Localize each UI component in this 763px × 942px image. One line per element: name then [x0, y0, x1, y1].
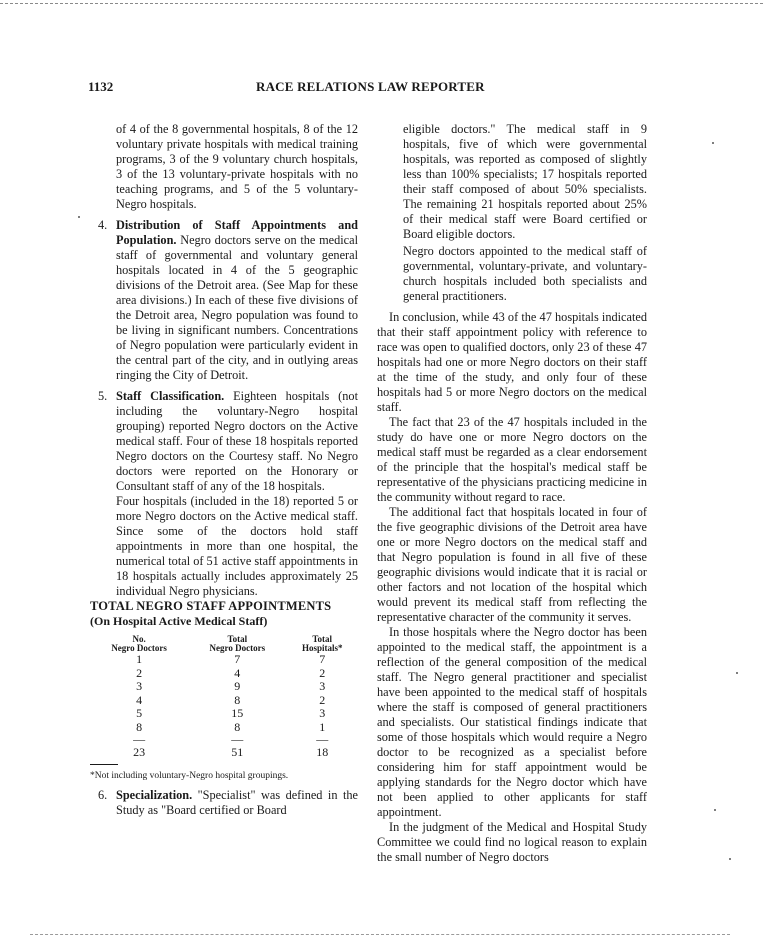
- scan-speck: [714, 809, 716, 811]
- footnote-rule: [90, 764, 118, 765]
- scan-speck: [736, 672, 738, 674]
- left-column: [90, 122, 358, 818]
- table-cell: 9: [234, 679, 241, 693]
- item-5-body: Eighteen hospitals (not including the voluntary-Negro hospital grouping) reported Negro doctors on the Active medical staff. Four of these 18 hospitals reported Negro doctors on the Courtesy staff. No Negro doctors were reported on the Honorary or Consultant staff of any of the 18 hospitals.: [116, 389, 358, 493]
- column-header-total-negro-doctors: Total Negro Doctors: [209, 634, 266, 653]
- table-total-row: [90, 744, 358, 760]
- table-cell: 8: [136, 719, 143, 734]
- item-5-heading: Staff Classification.: [116, 389, 225, 403]
- table-dash-row: [90, 734, 358, 744]
- item-4-body: Negro doctors serve on the medical staff of governmental and voluntary general hospitals located in 4 of the 5 geographic divisions of the Detroit area. (See Map for these area divisions.) In each of these five divisions of the Detroit area, Negro population was found to be living in significant numbers. Concentrations of Negro population were particularly evident in the central part of the city, and in outlying areas ringing the City of Detroit.: [116, 233, 358, 382]
- conclusion-paragraph: In conclusion, while 43 of the 47 hospitals indicated that their staff appointment policy with reference to race was open to qualified doctors, only 23 of these 47 hospitals had one or more Negro doctors on their staff at the time of the study, and only four of these hospitals had 5 or more Negro doctors on the medical staff.: [377, 310, 647, 414]
- page-number: 1132: [88, 79, 114, 94]
- item-5-paragraph: [90, 389, 358, 494]
- table-cell: 5: [136, 706, 143, 720]
- appointment-composition-paragraph: In those hospitals where the Negro doctor has been appointed to the medical staff, the appointment is a reflection of the general composition of the medical staff. The Negro general practitioner and specialist have been appointed to the medical staff of hospitals where the staff is composed of general practitioners and specialists. Our statistical findings indicate that some of those hospitals which would require a Negro doctor to be recognized as a specialist before considering him for staff appointment would be applying standards for the Negro doctor which have not been applied to other applicants for staff appointment.: [377, 625, 647, 819]
- table-cell: 7: [319, 652, 326, 666]
- table-footnote: *Not including voluntary-Negro hospital groupings.: [90, 770, 289, 781]
- table-cell: 4: [136, 692, 143, 707]
- item-4-paragraph: [90, 218, 358, 383]
- item-6-paragraph: [90, 788, 358, 818]
- scan-bottom-edge: [30, 934, 730, 935]
- item-5-number: 5.: [98, 389, 108, 403]
- right-continuation-paragraph: eligible doctors." The medical staff in 9 hospitals, five of which were governmental hospitals, was reported as composed of slightly less than 100% specialists; 17 hospitals reported their staff composed of about 50% specialists. The remaining 21 hospitals reported about 25% of their medical staff were Board certified or Board eligible doctors.: [403, 122, 647, 241]
- table-cell: 2: [319, 692, 326, 707]
- table-cell: 2: [319, 665, 326, 680]
- column-header-total-hospitals: Total Hospitals*: [301, 634, 343, 653]
- committee-judgment-paragraph: In the judgment of the Medical and Hospital Study Committee we could find no logical reason to explain the small number of Negro doctors: [377, 820, 647, 864]
- right-column: [377, 122, 647, 865]
- table-cell: 1: [319, 719, 326, 734]
- table-row: [90, 694, 358, 708]
- table-cell: 7: [234, 652, 241, 666]
- item-4-number: 4.: [98, 218, 108, 232]
- column-header-no-negro-doctors: No. Negro Doctors: [111, 634, 167, 653]
- table-cell: 3: [319, 679, 326, 693]
- table-subtitle: (On Hospital Active Medical Staff): [90, 614, 268, 628]
- scan-speck: [712, 142, 714, 144]
- item-6-body: "Specialist" was defined in the Study as "Board certified or Board: [116, 787, 358, 817]
- item-6-number: 6.: [98, 787, 108, 802]
- table-cell: 8: [234, 692, 241, 707]
- item-5-continuation: Four hospitals (included in the 18) reported 5 or more Negro doctors on the Active medical staff. Since some of the doctors hold staff appointments in more than one hospital, the numerical total of 51 active staff appointments in 18 hospitals actually includes approximately 25 individual Negro physicians.: [116, 494, 358, 598]
- table-cell: —: [231, 732, 244, 746]
- scan-speck: [729, 858, 731, 860]
- table-row: [90, 680, 358, 694]
- table-row: [90, 653, 358, 667]
- table-cell: 8: [234, 719, 241, 734]
- running-head: RACE RELATIONS LAW REPORTER: [256, 79, 485, 94]
- table-cell: 3: [136, 679, 143, 693]
- geographic-divisions-paragraph: The additional fact that hospitals located in four of the five geographic divisions of the Detroit area have one or more Negro doctors on the medical staff and that Negro population is found in all five of these geographic divisions would indicate that it is racial or other factors and not location of the hospital which would prevent its medical staff from reflecting the representative character of the community it serves.: [377, 505, 647, 624]
- table-cell: 3: [319, 706, 326, 720]
- table-cell: 15: [231, 706, 244, 720]
- table-cell: —: [316, 732, 329, 746]
- table-cell: 4: [234, 665, 241, 680]
- table-cell: —: [133, 732, 146, 746]
- staff-appointments-table: [90, 635, 358, 760]
- table-cell: 51: [231, 745, 244, 759]
- scan-top-edge: [0, 3, 763, 4]
- item-4-heading: Distribution of Staff Appointments and Population.: [116, 218, 358, 247]
- item-6-heading: Specialization.: [116, 787, 193, 802]
- left-continuation-paragraph: of 4 of the 8 governmental hospitals, 8 of the 12 voluntary private hospitals with medical training programs, 3 of the 9 voluntary church hospitals, 3 of the 13 voluntary-private hospitals with no teaching programs, and 5 of the 5 voluntary-Negro hospitals.: [116, 122, 358, 211]
- endorsement-paragraph: The fact that 23 of the 47 hospitals included in the study do have one or more Negro doctors on the medical staff must be regarded as a clear endorsement of the principle that the hospital's medical staff be representative of the physicians practicing medicine in the community without regard to race.: [377, 415, 647, 504]
- negro-doctors-appointed-paragraph: Negro doctors appointed to the medical staff of governmental, voluntary-private, and voluntary-church hospitals included both specialists and general practitioners.: [403, 244, 647, 303]
- table-row: [90, 667, 358, 681]
- table-cell: 2: [136, 665, 143, 680]
- table-cell: 18: [316, 745, 329, 759]
- table-title: TOTAL NEGRO STAFF APPOINTMENTS: [90, 599, 332, 613]
- scan-speck: [78, 216, 80, 218]
- table-row: [90, 707, 358, 721]
- table-cell: 23: [133, 745, 146, 759]
- table-cell: 1: [136, 652, 143, 666]
